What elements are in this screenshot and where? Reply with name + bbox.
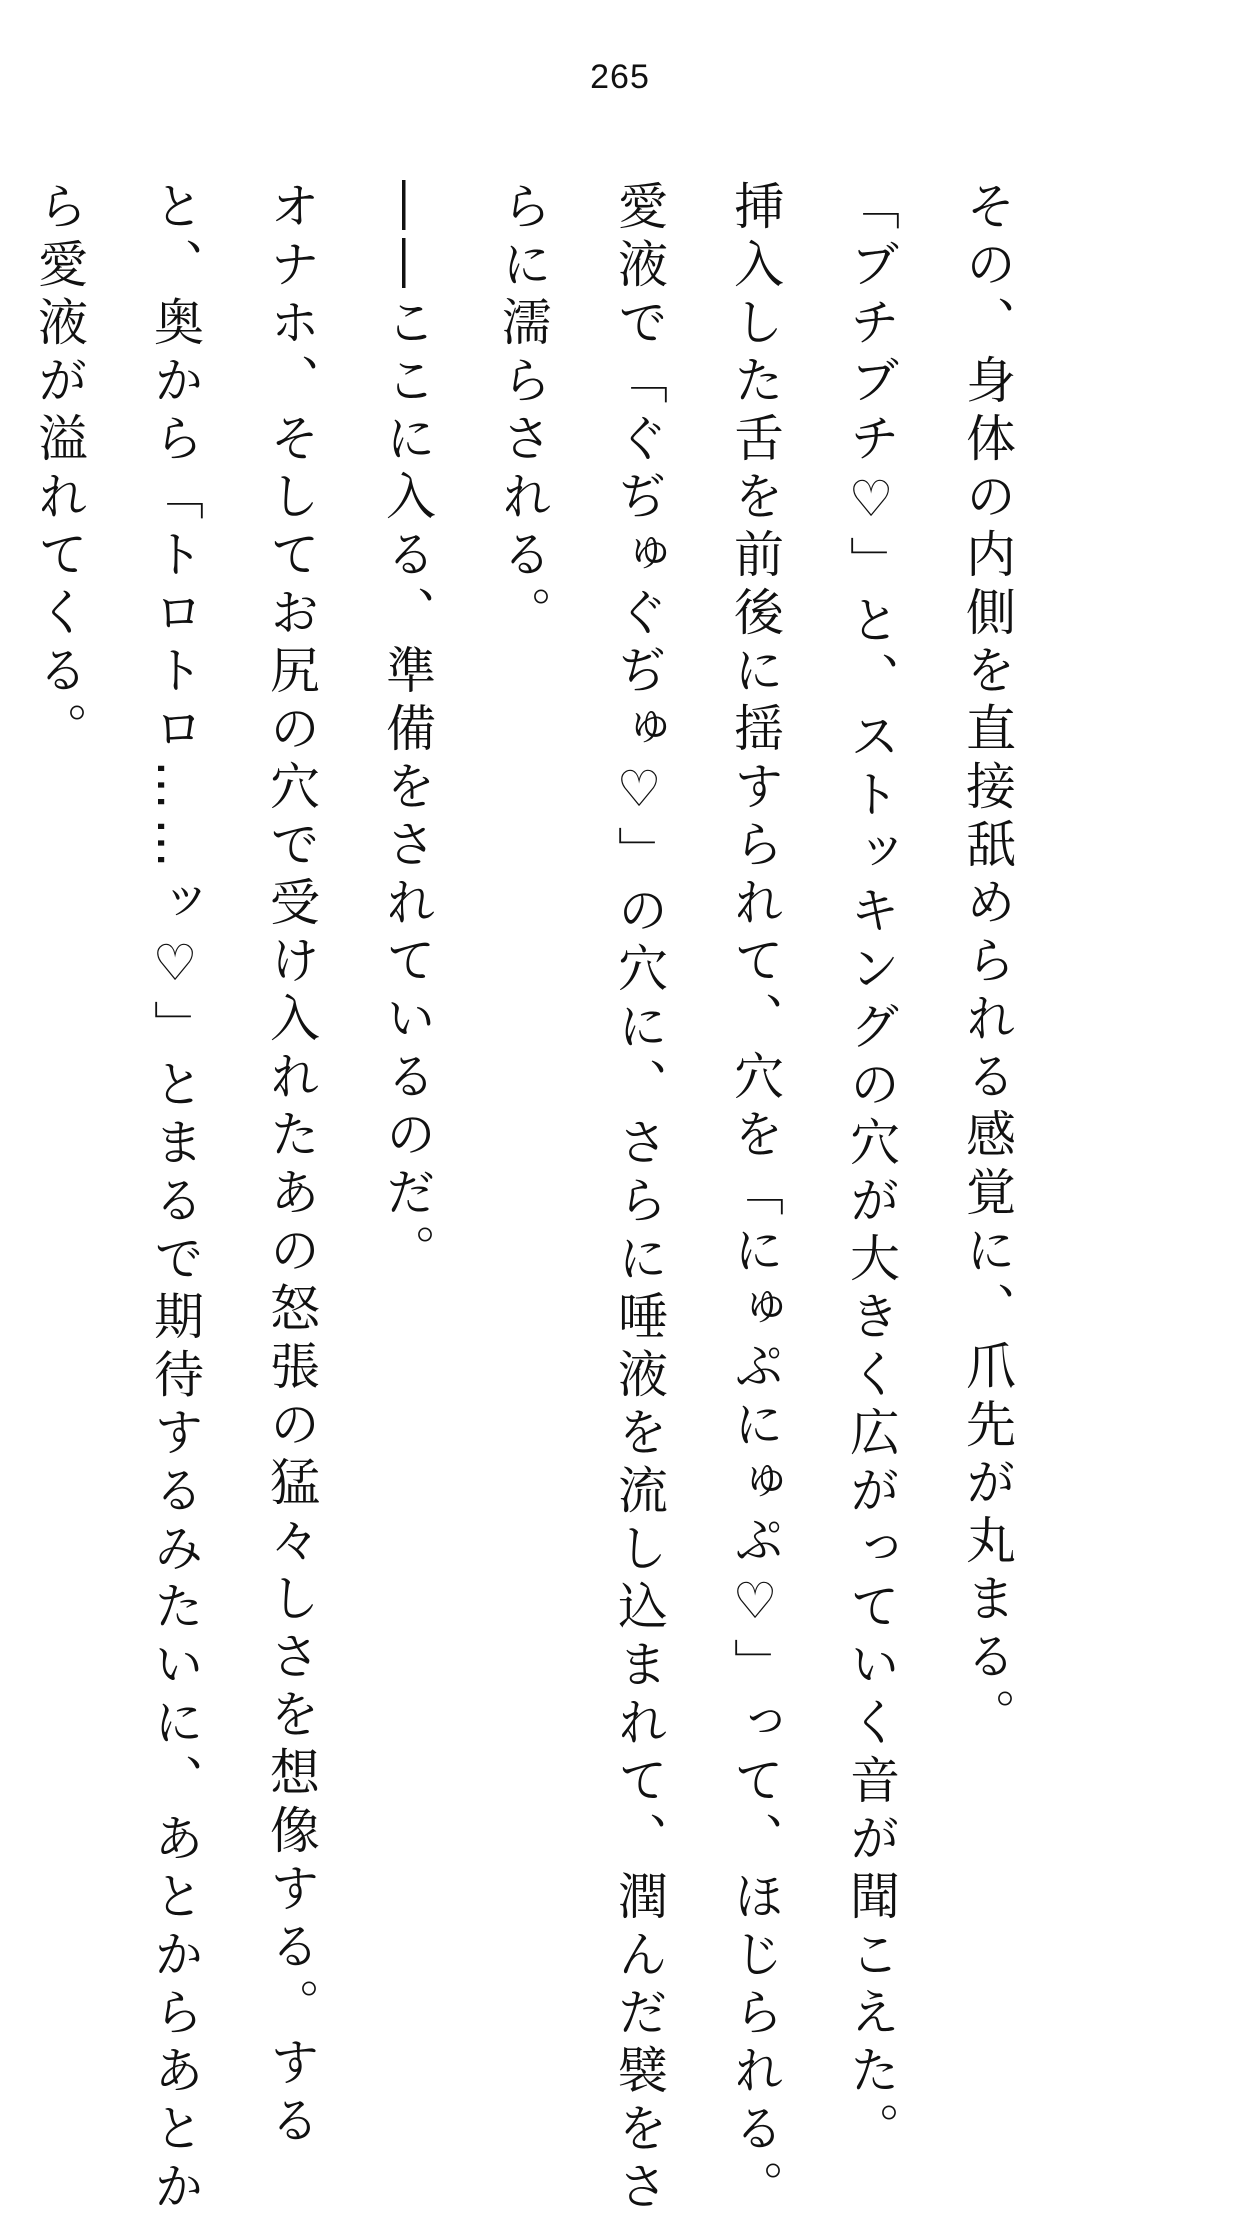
text-line: 愛液で「ぐぢゅぐぢゅ♡」の穴に、さらに唾液を流し込まれて、潤んだ襞をさ bbox=[610, 180, 668, 2218]
text-line: らに濡らされる。 bbox=[494, 180, 552, 644]
text-line: ら愛液が溢れてくる。 bbox=[30, 180, 88, 760]
text-line bbox=[0, 180, 1, 1700]
text-line: と、奥から「トロトロ……ッ♡」とまるで期待するみたいに、あとからあとか bbox=[146, 180, 204, 2218]
text-line: その、身体の内側を直接舐められる感覚に、爪先が丸まる。 bbox=[958, 180, 1016, 1746]
vertical-text-body bbox=[30, 180, 1045, 2218]
text-line: 「ブチブチ♡」と、ストッキングの穴が大きく広がっていく音が聞こえた。 bbox=[842, 180, 900, 2160]
text-line: ――ここに入る、準備をされているのだ。 bbox=[378, 180, 436, 1282]
text-line: オナホ、そしてお尻の穴で受け入れたあの怒張の猛々しさを想像する。する bbox=[262, 180, 320, 2152]
page-number: 265 bbox=[590, 58, 650, 96]
text-line: 挿入した舌を前後に揺すられて、穴を「にゅぷにゅぷ♡」って、ほじられる。 bbox=[726, 180, 784, 2218]
